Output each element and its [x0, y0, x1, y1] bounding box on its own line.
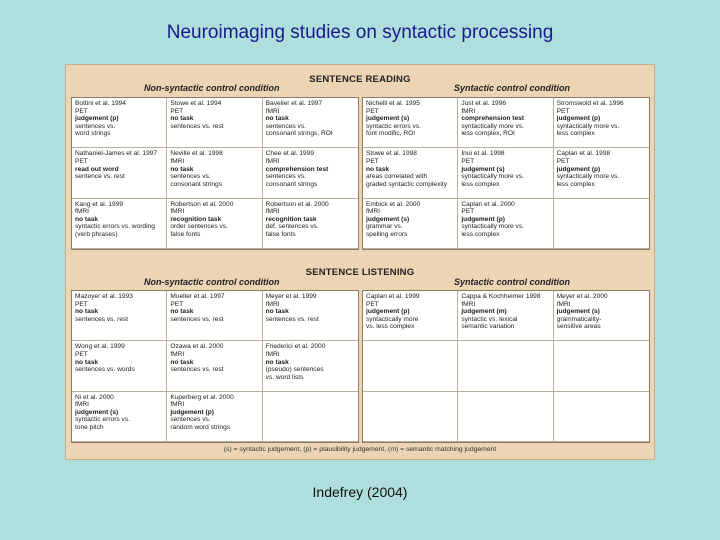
study-author: Stromswold et al. 1996 — [556, 100, 624, 107]
study-contrast: def. sentences vs. — [265, 223, 319, 231]
study-contrast: vs. less complex — [366, 323, 415, 331]
study-task: no task — [265, 115, 289, 123]
study-task: no task — [170, 358, 194, 366]
study-cell — [72, 98, 167, 148]
study-author: Inui et al. 1998 — [461, 150, 505, 158]
study-contrast: sentences vs. rest — [170, 315, 224, 323]
study-method: fMRI — [366, 208, 380, 216]
study-method: PET — [170, 107, 184, 115]
study-task: read out word — [75, 165, 119, 173]
study-cell — [167, 392, 262, 442]
study-task: judgement (m) — [461, 308, 507, 316]
study-author: Stowe et al. 1998 — [366, 150, 417, 158]
study-contrast: sentences vs. rest — [75, 315, 129, 323]
study-method: fMRI — [265, 208, 280, 216]
study-contrast: sentence vs. rest — [75, 173, 125, 181]
study-author: Bavelier et al. 1997 — [265, 100, 323, 107]
study-author: Nathaniel-James et al. 1997 — [75, 150, 158, 158]
study-contrast: less complex, ROI — [461, 130, 515, 138]
study-contrast: vs. word lists — [265, 373, 304, 381]
study-method: PET — [366, 157, 379, 165]
study-author: Robertson et al. 2000 — [170, 200, 234, 208]
study-task: recognition task — [170, 215, 222, 223]
study-method: PET — [366, 300, 379, 308]
study-method: PET — [461, 208, 475, 216]
study-cell — [167, 341, 262, 391]
slide-title: Neuroimaging studies on syntactic processing — [166, 22, 554, 43]
study-method: PET — [556, 107, 570, 115]
study-cell — [263, 341, 358, 391]
study-contrast: less complex — [556, 130, 595, 138]
reading-right-grid — [362, 97, 650, 250]
study-task: judgement (p) — [170, 408, 214, 416]
study-cell — [458, 148, 553, 198]
study-contrast: spelling errors — [366, 231, 408, 239]
study-method: fMRI — [170, 350, 185, 358]
study-task: judgement (p) — [556, 115, 601, 123]
study-cell — [263, 148, 358, 198]
study-author: Ozawa et al. 2000 — [170, 343, 224, 351]
study-task: comprehension test — [461, 115, 524, 123]
study-contrast: syntactic errors vs. — [366, 122, 421, 130]
study-method: fMRI — [170, 157, 185, 165]
study-method: fMRI — [461, 300, 476, 308]
study-author: Meyer et al. 1999 — [265, 293, 317, 300]
study-author: Robertson et al. 2000 — [265, 200, 329, 208]
reading-left-grid — [71, 97, 359, 250]
study-cell — [458, 98, 553, 148]
listening-left-heading: Non-syntactic control condition — [144, 277, 280, 287]
reading-section-title: SENTENCE READING — [309, 74, 411, 85]
study-cell — [167, 148, 262, 198]
study-method: PET — [75, 157, 88, 165]
study-task: judgement (s) — [366, 115, 410, 123]
study-author: Caplan et al. 1999 — [366, 293, 420, 300]
study-author: Embick et al. 2000 — [366, 200, 421, 208]
study-contrast: tone pitch — [75, 424, 104, 432]
study-contrast: sentences vs. words — [75, 366, 135, 374]
study-contrast: false fonts — [170, 231, 201, 239]
study-cell — [554, 392, 649, 442]
study-method: PET — [170, 300, 184, 308]
study-cell — [458, 199, 553, 249]
study-task: judgement (s) — [556, 308, 600, 316]
study-cell — [458, 341, 553, 391]
study-cell — [363, 392, 458, 442]
study-method: fMRI — [170, 401, 185, 409]
study-cell — [363, 291, 458, 341]
study-author: Wong et al. 1999 — [75, 343, 125, 351]
study-author: Just et al. 1996 — [461, 100, 507, 107]
study-task: judgement (p) — [461, 215, 505, 223]
study-task: no task — [75, 358, 99, 366]
study-author: Stowe et al. 1994 — [170, 100, 222, 107]
study-contrast: order sentences vs. — [170, 223, 228, 231]
study-contrast: syntactic vs. lexical — [461, 315, 518, 323]
study-contrast: (pseudo) sentences — [265, 366, 324, 374]
study-author: Friederici et al. 2000 — [265, 343, 326, 351]
study-contrast: (verb phrases) — [75, 231, 118, 239]
listening-right-grid — [362, 290, 650, 443]
study-method: PET — [556, 157, 570, 165]
study-method: PET — [366, 107, 379, 115]
study-method: fMRI — [75, 401, 89, 409]
study-contrast: random word strings — [170, 424, 231, 432]
study-contrast: syntactically more vs. — [461, 173, 524, 181]
study-method: PET — [461, 157, 475, 165]
study-cell — [167, 199, 262, 249]
study-cell — [167, 98, 262, 148]
study-task: judgement (s) — [366, 215, 410, 223]
study-contrast: grammar vs. — [366, 223, 403, 231]
studies-table-figure — [65, 64, 655, 460]
study-author: Cappa & Kochheimer 1998 — [461, 293, 541, 300]
study-cell — [72, 148, 167, 198]
study-contrast: consonant strings — [170, 180, 223, 188]
study-contrast: consonant strings, ROI — [265, 130, 333, 138]
study-author: Nichelli et al. 1995 — [366, 100, 420, 107]
legend-note: (s) = syntactic judgement, (p) = plausibility judgement, (m) = semantic matching judgement — [223, 446, 497, 453]
study-contrast: syntactically more — [366, 315, 419, 323]
study-cell — [458, 291, 553, 341]
study-cell — [263, 392, 358, 442]
listening-left-grid — [71, 290, 359, 443]
study-cell — [72, 392, 167, 442]
study-task: recognition task — [265, 215, 317, 223]
study-method: fMRI — [170, 208, 185, 216]
study-author: Meyer et al. 2000 — [556, 293, 608, 300]
study-cell — [554, 341, 649, 391]
study-contrast: font modific, ROI — [366, 130, 416, 138]
study-cell — [263, 291, 358, 341]
study-cell — [554, 148, 649, 198]
study-task: judgement (s) — [75, 408, 119, 416]
study-method: PET — [75, 300, 88, 308]
study-author: Kuperberg et al. 2000 — [170, 393, 234, 401]
study-task: no task — [265, 358, 289, 366]
study-contrast: syntactically more vs. — [556, 122, 620, 130]
study-contrast: sentences vs. rest — [170, 122, 224, 130]
study-method: fMRI — [461, 107, 476, 115]
study-cell — [72, 341, 167, 391]
study-cell — [72, 291, 167, 341]
study-method: fMRI — [265, 107, 280, 115]
study-task: no task — [75, 308, 99, 316]
study-method: PET — [75, 107, 88, 115]
study-contrast: grammaticality- — [556, 315, 602, 323]
study-cell — [363, 341, 458, 391]
study-contrast: areas correlated with — [366, 173, 428, 181]
study-task: judgement (s) — [461, 165, 505, 173]
study-contrast: sentences vs. rest — [170, 366, 224, 374]
study-cell — [167, 291, 262, 341]
study-task: judgement (p) — [366, 308, 410, 316]
study-contrast: sentences vs. rest — [265, 315, 319, 323]
study-contrast: sensitive areas — [556, 323, 601, 331]
study-cell — [363, 98, 458, 148]
study-contrast: word strings — [75, 130, 111, 138]
study-cell — [554, 98, 649, 148]
study-contrast: syntactic errors vs. wording — [75, 223, 155, 231]
study-task: no task — [170, 115, 194, 123]
study-contrast: graded syntactic complexity — [366, 180, 447, 188]
study-contrast: syntactic errors vs. — [75, 416, 130, 424]
listening-right-heading: Syntactic control condition — [454, 277, 571, 287]
study-contrast: syntactically more vs. — [556, 173, 620, 181]
study-author: Caplan et al. 2000 — [461, 200, 515, 208]
study-author: Ni et al. 2000 — [75, 393, 114, 401]
study-contrast: syntactically more vs. — [461, 223, 524, 231]
study-cell — [554, 291, 649, 341]
study-method: fMRI — [556, 300, 571, 308]
study-contrast: consonant strings — [265, 180, 318, 188]
listening-section-title: SENTENCE LISTENING — [305, 267, 415, 278]
study-cell — [363, 199, 458, 249]
study-cell — [72, 199, 167, 249]
study-task: no task — [75, 215, 99, 223]
study-method: fMRI — [75, 208, 89, 216]
study-contrast: less complex — [461, 231, 500, 239]
study-contrast: less complex — [556, 180, 595, 188]
study-contrast: sentences vs. — [265, 122, 306, 130]
study-task: judgement (p) — [556, 165, 601, 173]
study-task: no task — [366, 165, 390, 173]
study-method: PET — [75, 350, 88, 358]
study-author: Bottini et al. 1994 — [75, 100, 126, 107]
study-author: Caplan et al. 1998 — [556, 150, 611, 158]
study-contrast: sentences vs. — [265, 173, 306, 181]
study-task: judgement (p) — [75, 115, 119, 123]
study-cell — [458, 392, 553, 442]
study-method: fMRI — [265, 157, 280, 165]
study-cell — [363, 148, 458, 198]
study-contrast: false fonts — [265, 231, 296, 239]
study-task: no task — [170, 308, 194, 316]
citation: Indefrey (2004) — [312, 484, 408, 500]
study-contrast: sentences vs. — [170, 416, 211, 424]
study-method: fMRI — [265, 300, 280, 308]
study-contrast: syntactically more vs. — [461, 122, 524, 130]
study-author: Mueller et al. 1997 — [170, 293, 225, 300]
study-cell — [554, 199, 649, 249]
study-cell — [263, 98, 358, 148]
reading-right-heading: Syntactic control condition — [454, 83, 571, 93]
study-contrast: sentences vs. — [170, 173, 211, 181]
study-cell — [263, 199, 358, 249]
study-contrast: sentences vs. — [75, 122, 116, 130]
study-author: Kang et al. 1999 — [75, 200, 124, 208]
study-author: Neville et al. 1998 — [170, 150, 223, 158]
study-task: comprehension test — [265, 165, 329, 173]
study-contrast: less complex — [461, 180, 500, 188]
reading-left-heading: Non-syntactic control condition — [144, 83, 280, 93]
study-task: no task — [170, 165, 194, 173]
study-contrast: semantic variation — [461, 323, 515, 331]
study-task: no task — [265, 308, 289, 316]
study-method: fMRI — [265, 350, 280, 358]
study-author: Mazoyer et al. 1993 — [75, 293, 133, 300]
study-author: Chee et al. 1999 — [265, 150, 315, 158]
